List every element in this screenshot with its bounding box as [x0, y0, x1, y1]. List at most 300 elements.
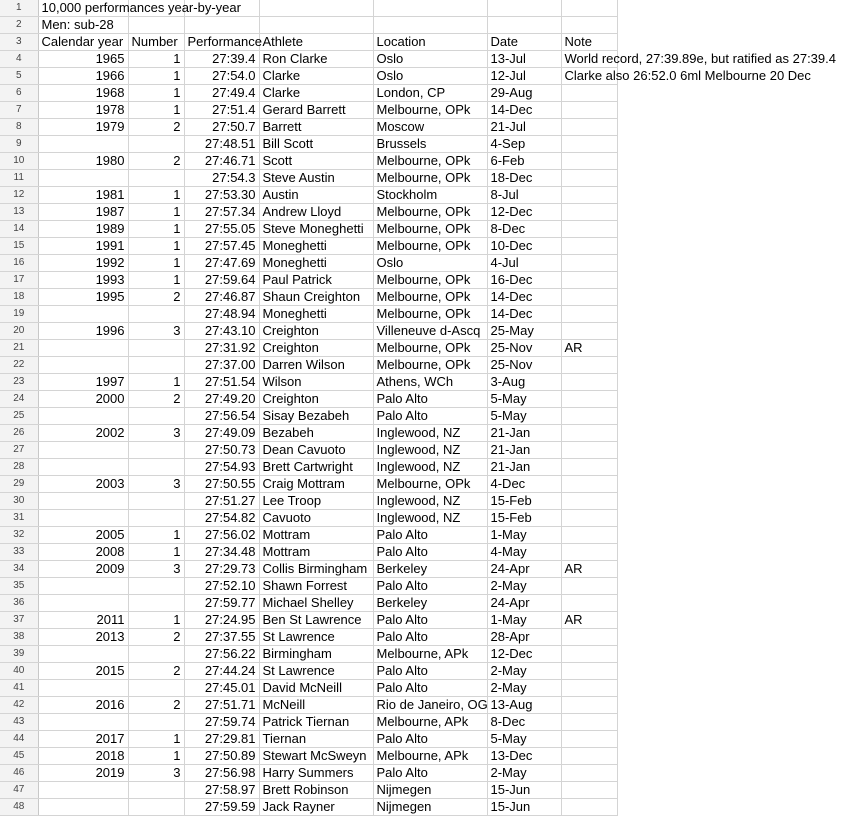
- row-header[interactable]: 22: [0, 357, 38, 374]
- cell[interactable]: [38, 510, 128, 527]
- row-header[interactable]: 44: [0, 731, 38, 748]
- cell[interactable]: [259, 85, 373, 102]
- cell[interactable]: [259, 136, 373, 153]
- cell[interactable]: [561, 306, 617, 323]
- cell[interactable]: [184, 510, 259, 527]
- cell[interactable]: [259, 238, 373, 255]
- cell[interactable]: [487, 255, 561, 272]
- cell[interactable]: [128, 697, 184, 714]
- cell[interactable]: [259, 391, 373, 408]
- row-header[interactable]: 1: [0, 0, 38, 17]
- cell[interactable]: [38, 119, 128, 136]
- cell[interactable]: [561, 544, 617, 561]
- cell[interactable]: [487, 748, 561, 765]
- cell[interactable]: [561, 357, 617, 374]
- cell[interactable]: [184, 170, 259, 187]
- cell[interactable]: [561, 748, 617, 765]
- cell[interactable]: [184, 408, 259, 425]
- cell[interactable]: [373, 340, 487, 357]
- cell[interactable]: [38, 85, 128, 102]
- cell[interactable]: [561, 476, 617, 493]
- cell[interactable]: [373, 153, 487, 170]
- cell[interactable]: [38, 357, 128, 374]
- cell[interactable]: [184, 680, 259, 697]
- cell[interactable]: [128, 391, 184, 408]
- cell[interactable]: [561, 119, 617, 136]
- cell[interactable]: [259, 289, 373, 306]
- cell[interactable]: [259, 34, 373, 51]
- cell[interactable]: [561, 782, 617, 799]
- row-header[interactable]: 20: [0, 323, 38, 340]
- cell[interactable]: [259, 697, 373, 714]
- cell[interactable]: [561, 731, 617, 748]
- cell[interactable]: [561, 323, 617, 340]
- cell[interactable]: [561, 799, 617, 816]
- row-header[interactable]: 28: [0, 459, 38, 476]
- cell[interactable]: [487, 119, 561, 136]
- row-header[interactable]: 47: [0, 782, 38, 799]
- cell[interactable]: [38, 544, 128, 561]
- cell[interactable]: [561, 374, 617, 391]
- cell[interactable]: [38, 136, 128, 153]
- cell[interactable]: [184, 629, 259, 646]
- cell[interactable]: [128, 578, 184, 595]
- cell[interactable]: [128, 255, 184, 272]
- cell[interactable]: [373, 221, 487, 238]
- cell[interactable]: [487, 697, 561, 714]
- cell[interactable]: [259, 204, 373, 221]
- row-header[interactable]: 2: [0, 17, 38, 34]
- cell[interactable]: [184, 391, 259, 408]
- cell[interactable]: [128, 85, 184, 102]
- cell[interactable]: [184, 459, 259, 476]
- cell[interactable]: [259, 102, 373, 119]
- cell[interactable]: [561, 646, 617, 663]
- cell[interactable]: [184, 85, 259, 102]
- cell[interactable]: [487, 17, 561, 34]
- cell[interactable]: [38, 697, 128, 714]
- row-header[interactable]: 9: [0, 136, 38, 153]
- cell[interactable]: [373, 136, 487, 153]
- cell[interactable]: [259, 340, 373, 357]
- row-header[interactable]: 43: [0, 714, 38, 731]
- cell[interactable]: [38, 680, 128, 697]
- cell[interactable]: [38, 765, 128, 782]
- cell[interactable]: [259, 561, 373, 578]
- cell[interactable]: [259, 51, 373, 68]
- cell[interactable]: [128, 646, 184, 663]
- cell[interactable]: [259, 612, 373, 629]
- cell[interactable]: [487, 714, 561, 731]
- cell[interactable]: [184, 323, 259, 340]
- cell[interactable]: [128, 68, 184, 85]
- cell[interactable]: [487, 170, 561, 187]
- cell[interactable]: [561, 612, 617, 629]
- row-header[interactable]: 38: [0, 629, 38, 646]
- cell[interactable]: [128, 459, 184, 476]
- cell[interactable]: [184, 357, 259, 374]
- cell[interactable]: [373, 442, 487, 459]
- cell[interactable]: [259, 425, 373, 442]
- row-header[interactable]: 6: [0, 85, 38, 102]
- cell[interactable]: [128, 289, 184, 306]
- row-header[interactable]: 3: [0, 34, 38, 51]
- cell[interactable]: [487, 442, 561, 459]
- cell[interactable]: [38, 34, 128, 51]
- cell[interactable]: [373, 408, 487, 425]
- cell[interactable]: [487, 425, 561, 442]
- cell[interactable]: [561, 578, 617, 595]
- cell[interactable]: [259, 646, 373, 663]
- cell[interactable]: [38, 782, 128, 799]
- cell[interactable]: [487, 561, 561, 578]
- cell[interactable]: [487, 629, 561, 646]
- cell[interactable]: [38, 170, 128, 187]
- cell[interactable]: [259, 221, 373, 238]
- cell[interactable]: [184, 238, 259, 255]
- cell[interactable]: [373, 561, 487, 578]
- cell[interactable]: [259, 323, 373, 340]
- cell[interactable]: [184, 748, 259, 765]
- cell[interactable]: [373, 799, 487, 816]
- cell[interactable]: [259, 170, 373, 187]
- cell[interactable]: [184, 119, 259, 136]
- cell[interactable]: [487, 238, 561, 255]
- cell[interactable]: [184, 255, 259, 272]
- cell[interactable]: [184, 204, 259, 221]
- cell[interactable]: [38, 799, 128, 816]
- cell[interactable]: [561, 34, 617, 51]
- cell[interactable]: [487, 612, 561, 629]
- cell[interactable]: [259, 544, 373, 561]
- cell[interactable]: [373, 493, 487, 510]
- cell[interactable]: [128, 612, 184, 629]
- cell[interactable]: [487, 731, 561, 748]
- cell[interactable]: [38, 561, 128, 578]
- cell[interactable]: [184, 527, 259, 544]
- row-header[interactable]: 13: [0, 204, 38, 221]
- cell[interactable]: [373, 68, 487, 85]
- cell[interactable]: [38, 204, 128, 221]
- cell[interactable]: [184, 289, 259, 306]
- cell[interactable]: [259, 748, 373, 765]
- cell[interactable]: [38, 289, 128, 306]
- row-header[interactable]: 40: [0, 663, 38, 680]
- cell[interactable]: [487, 187, 561, 204]
- cell[interactable]: [561, 17, 617, 34]
- cell[interactable]: [38, 68, 128, 85]
- row-header[interactable]: 5: [0, 68, 38, 85]
- cell[interactable]: [38, 391, 128, 408]
- cell[interactable]: [373, 663, 487, 680]
- cell[interactable]: [373, 306, 487, 323]
- cell[interactable]: [373, 629, 487, 646]
- cell[interactable]: [487, 102, 561, 119]
- cell[interactable]: [487, 357, 561, 374]
- cell[interactable]: [38, 629, 128, 646]
- cell[interactable]: [373, 527, 487, 544]
- cell[interactable]: [561, 102, 617, 119]
- cell[interactable]: [373, 34, 487, 51]
- cell[interactable]: [561, 527, 617, 544]
- cell[interactable]: [184, 561, 259, 578]
- cell[interactable]: [487, 493, 561, 510]
- cell[interactable]: [373, 170, 487, 187]
- cell[interactable]: [373, 102, 487, 119]
- cell[interactable]: [38, 102, 128, 119]
- cell[interactable]: [487, 527, 561, 544]
- cell[interactable]: [128, 408, 184, 425]
- cell[interactable]: [561, 680, 617, 697]
- cell[interactable]: [38, 238, 128, 255]
- cell[interactable]: [259, 442, 373, 459]
- cell[interactable]: [259, 731, 373, 748]
- cell[interactable]: [128, 187, 184, 204]
- cell[interactable]: [38, 153, 128, 170]
- cell[interactable]: [561, 765, 617, 782]
- cell[interactable]: [373, 255, 487, 272]
- cell[interactable]: [259, 187, 373, 204]
- cell[interactable]: [561, 221, 617, 238]
- cell[interactable]: [259, 153, 373, 170]
- cell[interactable]: [38, 459, 128, 476]
- row-header[interactable]: 16: [0, 255, 38, 272]
- cell[interactable]: [373, 119, 487, 136]
- cell[interactable]: [487, 765, 561, 782]
- cell[interactable]: [38, 646, 128, 663]
- cell[interactable]: [128, 221, 184, 238]
- cell[interactable]: [184, 187, 259, 204]
- row-header[interactable]: 8: [0, 119, 38, 136]
- cell[interactable]: [259, 119, 373, 136]
- cell[interactable]: [184, 697, 259, 714]
- cell[interactable]: [38, 374, 128, 391]
- cell[interactable]: [259, 476, 373, 493]
- cell[interactable]: [38, 255, 128, 272]
- cell[interactable]: [373, 476, 487, 493]
- cell[interactable]: [487, 68, 561, 85]
- cell[interactable]: [128, 765, 184, 782]
- row-header[interactable]: 15: [0, 238, 38, 255]
- cell[interactable]: [561, 408, 617, 425]
- cell[interactable]: [184, 272, 259, 289]
- cell[interactable]: [184, 714, 259, 731]
- row-header[interactable]: 21: [0, 340, 38, 357]
- cell[interactable]: [184, 493, 259, 510]
- cell[interactable]: [38, 493, 128, 510]
- row-header[interactable]: 10: [0, 153, 38, 170]
- cell[interactable]: [184, 17, 259, 34]
- cell[interactable]: [373, 238, 487, 255]
- cell[interactable]: [128, 629, 184, 646]
- cell[interactable]: [38, 442, 128, 459]
- cell[interactable]: [373, 323, 487, 340]
- cell[interactable]: [184, 68, 259, 85]
- cell[interactable]: [487, 272, 561, 289]
- cell[interactable]: [259, 374, 373, 391]
- cell[interactable]: [38, 714, 128, 731]
- cell[interactable]: [184, 306, 259, 323]
- cell[interactable]: [184, 782, 259, 799]
- cell[interactable]: [128, 170, 184, 187]
- cell[interactable]: [259, 595, 373, 612]
- cell[interactable]: [128, 782, 184, 799]
- row-header[interactable]: 7: [0, 102, 38, 119]
- cell[interactable]: [38, 476, 128, 493]
- cell[interactable]: [373, 357, 487, 374]
- cell[interactable]: [487, 306, 561, 323]
- cell[interactable]: [373, 204, 487, 221]
- cell[interactable]: [128, 51, 184, 68]
- row-header[interactable]: 27: [0, 442, 38, 459]
- row-header[interactable]: 42: [0, 697, 38, 714]
- cell[interactable]: [128, 748, 184, 765]
- row-header[interactable]: 26: [0, 425, 38, 442]
- cell[interactable]: [128, 119, 184, 136]
- cell[interactable]: [38, 731, 128, 748]
- cell[interactable]: [373, 544, 487, 561]
- cell[interactable]: [128, 374, 184, 391]
- cell[interactable]: [38, 408, 128, 425]
- cell[interactable]: [128, 306, 184, 323]
- cell[interactable]: [184, 153, 259, 170]
- cell[interactable]: [561, 459, 617, 476]
- cell[interactable]: [487, 136, 561, 153]
- cell[interactable]: [373, 748, 487, 765]
- cell[interactable]: [259, 68, 373, 85]
- cell[interactable]: [184, 102, 259, 119]
- cell[interactable]: [373, 187, 487, 204]
- cell[interactable]: [184, 425, 259, 442]
- cell[interactable]: [561, 561, 617, 578]
- cell[interactable]: [128, 204, 184, 221]
- cell[interactable]: [128, 680, 184, 697]
- cell[interactable]: [373, 391, 487, 408]
- cell[interactable]: [184, 765, 259, 782]
- cell[interactable]: [38, 0, 241, 17]
- cell[interactable]: [373, 17, 487, 34]
- cell[interactable]: [184, 799, 259, 816]
- cell[interactable]: [259, 306, 373, 323]
- cell[interactable]: [259, 663, 373, 680]
- cell[interactable]: [373, 425, 487, 442]
- cell[interactable]: [184, 578, 259, 595]
- cell[interactable]: [128, 102, 184, 119]
- row-header[interactable]: 24: [0, 391, 38, 408]
- cell[interactable]: [487, 374, 561, 391]
- cell[interactable]: [128, 272, 184, 289]
- cell[interactable]: [38, 221, 128, 238]
- cell[interactable]: [373, 272, 487, 289]
- cell[interactable]: [561, 493, 617, 510]
- cell[interactable]: [487, 595, 561, 612]
- row-header[interactable]: 36: [0, 595, 38, 612]
- cell[interactable]: [561, 170, 617, 187]
- cell[interactable]: [128, 799, 184, 816]
- cell[interactable]: [373, 731, 487, 748]
- cell[interactable]: [561, 51, 836, 68]
- cell[interactable]: [128, 510, 184, 527]
- cell[interactable]: [184, 646, 259, 663]
- row-header[interactable]: 37: [0, 612, 38, 629]
- cell[interactable]: [487, 782, 561, 799]
- cell[interactable]: [259, 782, 373, 799]
- cell[interactable]: [259, 527, 373, 544]
- cell[interactable]: [184, 51, 259, 68]
- cell[interactable]: [561, 391, 617, 408]
- row-header[interactable]: 33: [0, 544, 38, 561]
- cell[interactable]: [561, 255, 617, 272]
- cell[interactable]: [561, 85, 617, 102]
- cell[interactable]: [561, 187, 617, 204]
- cell[interactable]: [128, 136, 184, 153]
- cell[interactable]: [184, 374, 259, 391]
- cell[interactable]: [487, 391, 561, 408]
- row-header[interactable]: 12: [0, 187, 38, 204]
- cell[interactable]: [561, 629, 617, 646]
- cell[interactable]: [184, 731, 259, 748]
- cell[interactable]: [373, 782, 487, 799]
- cell[interactable]: [259, 357, 373, 374]
- cell[interactable]: [128, 544, 184, 561]
- cell[interactable]: [561, 425, 617, 442]
- cell[interactable]: [487, 289, 561, 306]
- cell[interactable]: [487, 51, 561, 68]
- cell[interactable]: [487, 663, 561, 680]
- cell[interactable]: [38, 306, 128, 323]
- cell[interactable]: [561, 663, 617, 680]
- cell[interactable]: [373, 680, 487, 697]
- cell[interactable]: [373, 85, 487, 102]
- row-header[interactable]: 41: [0, 680, 38, 697]
- cell[interactable]: [373, 697, 487, 714]
- cell[interactable]: [561, 0, 617, 17]
- cell[interactable]: [128, 493, 184, 510]
- row-header[interactable]: 46: [0, 765, 38, 782]
- cell[interactable]: [184, 34, 262, 51]
- cell[interactable]: [561, 204, 617, 221]
- cell[interactable]: [184, 136, 259, 153]
- cell[interactable]: [128, 595, 184, 612]
- cell[interactable]: [373, 646, 487, 663]
- row-header[interactable]: 35: [0, 578, 38, 595]
- row-header[interactable]: 19: [0, 306, 38, 323]
- cell[interactable]: [373, 51, 487, 68]
- row-header[interactable]: 18: [0, 289, 38, 306]
- cell[interactable]: [128, 527, 184, 544]
- cell[interactable]: [561, 153, 617, 170]
- cell[interactable]: [373, 374, 487, 391]
- row-header[interactable]: 31: [0, 510, 38, 527]
- cell[interactable]: [259, 272, 373, 289]
- cell[interactable]: [561, 68, 811, 85]
- cell[interactable]: [561, 714, 617, 731]
- cell[interactable]: [38, 612, 128, 629]
- cell[interactable]: [259, 408, 373, 425]
- cell[interactable]: [487, 85, 561, 102]
- cell[interactable]: [38, 272, 128, 289]
- cell[interactable]: [259, 629, 373, 646]
- cell[interactable]: [184, 595, 259, 612]
- cell[interactable]: [487, 221, 561, 238]
- cell[interactable]: [373, 578, 487, 595]
- cell[interactable]: [259, 799, 373, 816]
- cell[interactable]: [38, 663, 128, 680]
- cell[interactable]: [487, 340, 561, 357]
- cell[interactable]: [561, 595, 617, 612]
- cell[interactable]: [487, 680, 561, 697]
- cell[interactable]: [373, 765, 487, 782]
